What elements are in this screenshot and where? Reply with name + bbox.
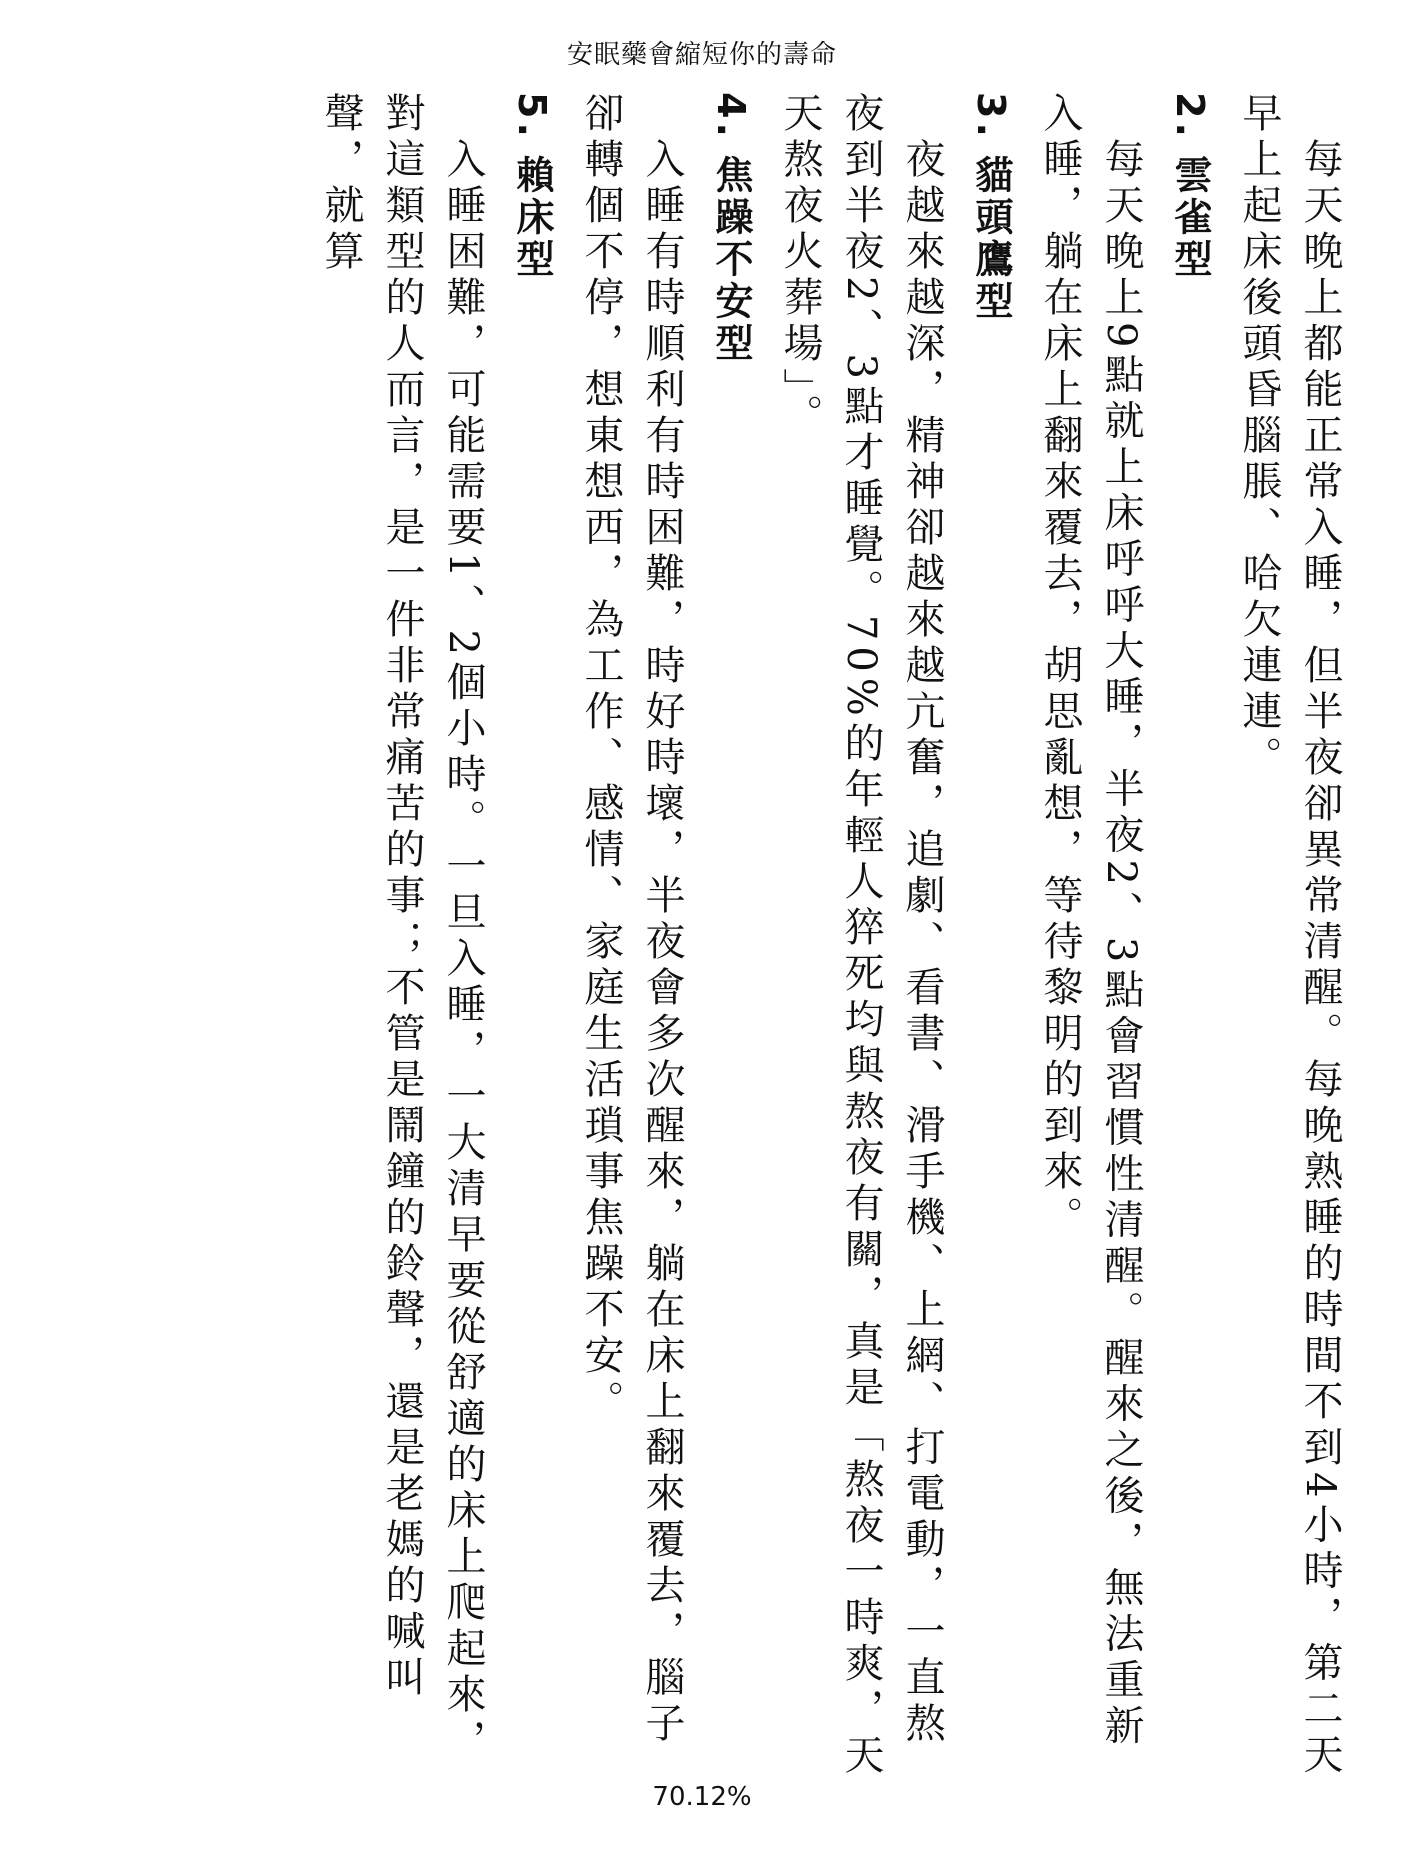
book-title: 安眠藥會縮短你的壽命: [566, 40, 837, 70]
section-number: 2.: [1168, 92, 1212, 141]
section-heading: [501, 92, 562, 1782]
reading-progress: 70.12%: [652, 1782, 752, 1812]
section-title: 賴床型: [510, 154, 554, 281]
section-number: 4.: [709, 92, 753, 141]
section-number: 5.: [510, 92, 554, 141]
paragraph: 入睡有時順利有時困難，時好時壞，半夜會多次醒來，躺在床上翻來覆去，腦子卻轉個不停，想東想西，為工作、感情、家庭生活瑣事焦躁不安。: [578, 92, 685, 1748]
paragraph: 夜越來越深，精神卻越來越亢奮，追劇、看書、滑手機、上網、打電動，一直熬夜到半夜2、3點才睡覺。70%的年輕人猝死均與熬夜有關，真是「熬夜一時爽，天天熬夜火葬場」。: [777, 92, 945, 1780]
paragraph: 每天晚上9點就上床呼呼大睡，半夜2、3點會習慣性清醒。醒來之後，無法重新入睡，躺在床上翻來覆去，胡思亂想，等待黎明的到來。: [1037, 92, 1144, 1751]
paragraph: 入睡困難，可能需要1、2個小時。一旦入睡，一大清早要從舒適的床上爬起來，對這類型的人而言，是一件非常痛苦的事；不管是鬧鐘的鈴聲，還是老媽的喊叫聲，就算: [318, 92, 486, 1765]
section-heading: [960, 92, 1021, 1782]
section-heading: [1159, 92, 1220, 1782]
section-title: 雲雀型: [1168, 154, 1212, 281]
section-title: 貓頭鷹型: [969, 154, 1013, 323]
section-number: 3.: [969, 92, 1013, 141]
paragraph: 每天晚上都能正常入睡，但半夜卻異常清醒。每晚熟睡的時間不到4小時，第二天早上起床後頭昏腦脹、哈欠連連。: [1236, 92, 1343, 1780]
page-body[interactable]: [110, 92, 1350, 1782]
section-heading: [700, 92, 761, 1782]
section-title: 焦躁不安型: [709, 154, 753, 365]
